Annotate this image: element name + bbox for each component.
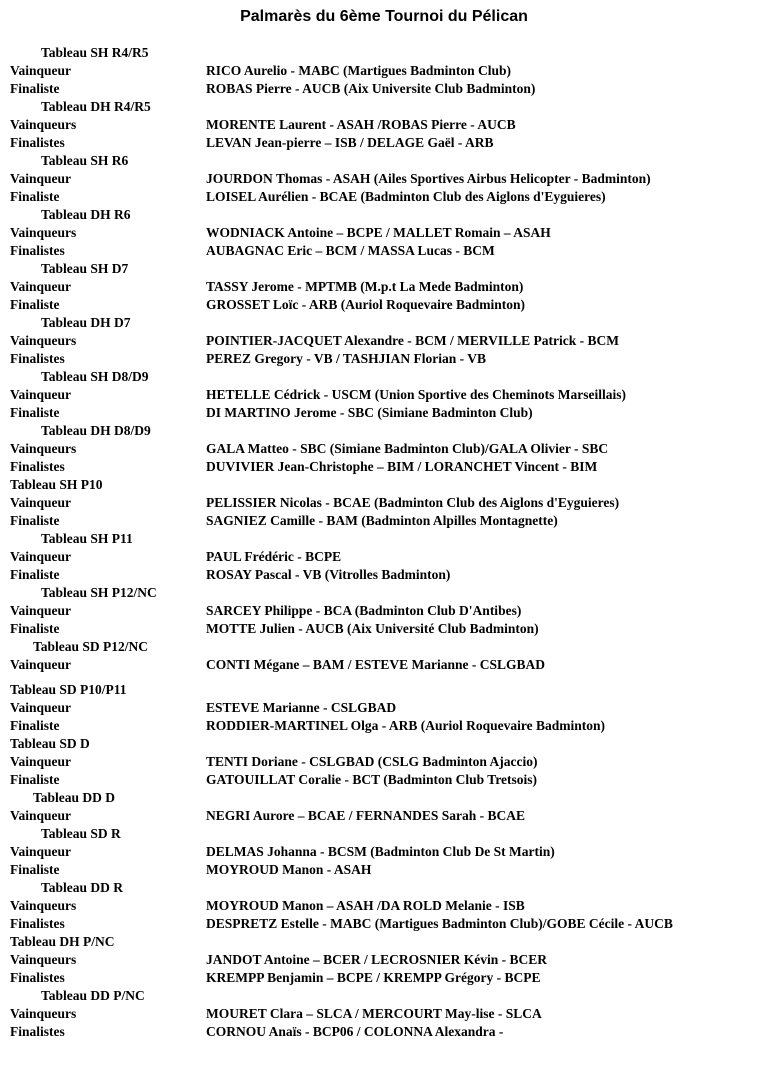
result-players: AUBAGNAC Eric – BCM / MASSA Lucas - BCM [206,243,495,258]
result-label: Finaliste [10,81,60,96]
result-label: Vainqueur [10,549,72,564]
result-row [0,260,768,278]
result-row [0,1005,768,1023]
result-label: Vainqueur [10,844,72,859]
category-heading: Tableau DH D8/D9 [41,423,151,438]
result-players: LOISEL Aurélien - BCAE (Badminton Club des Aiglons d'Eyguieres) [206,189,606,204]
result-row [0,656,768,674]
result-players: TASSY Jerome - MPTMB (M.p.t La Mede Badminton) [206,279,524,294]
page-title: Palmarès du 6ème Tournoi du Pélican [240,8,528,25]
result-players: ESTEVE Marianne - CSLGBAD [206,700,397,715]
result-row [0,134,768,152]
result-players: CONTI Mégane – BAM / ESTEVE Marianne - CSLGBAD [206,657,546,672]
result-row [0,476,768,494]
result-row [0,170,768,188]
result-row [0,152,768,170]
result-players: SAGNIEZ Camille - BAM (Badminton Alpilles Montagnette) [206,513,558,528]
result-players: MOURET Clara – SLCA / MERCOURT May-lise - SLCA [206,1006,542,1021]
result-row [0,332,768,350]
category-heading: Tableau SH P10 [10,477,103,492]
result-players: TENTI Doriane - CSLGBAD (CSLG Badminton Ajaccio) [206,754,538,769]
result-row [0,717,768,735]
category-heading: Tableau SH D7 [41,261,129,276]
category-heading: Tableau SH P12/NC [41,585,157,600]
result-label: Vainqueur [10,171,72,186]
result-row [0,530,768,548]
result-label: Finaliste [10,621,60,636]
result-players: DI MARTINO Jerome - SBC (Simiane Badminton Club) [206,405,533,420]
result-label: Vainqueurs [10,333,77,348]
result-players: WODNIACK Antoine – BCPE / MALLET Romain – ASAH [206,225,551,240]
category-heading: Tableau SD P12/NC [33,639,149,654]
category-heading: Tableau DD P/NC [41,988,145,1003]
result-players: PEREZ Gregory - VB / TASHJIAN Florian - VB [206,351,487,366]
result-row [0,440,768,458]
result-label: Finaliste [10,772,60,787]
category-heading: Tableau DD D [33,790,116,805]
result-players: LEVAN Jean-pierre – ISB / DELAGE Gaël - ARB [206,135,494,150]
result-row [0,753,768,771]
result-label: Vainqueur [10,387,72,402]
result-row [0,843,768,861]
result-label: Finalistes [10,351,65,366]
result-players: MOTTE Julien - AUCB (Aix Université Club Badminton) [206,621,539,636]
result-players: HETELLE Cédrick - USCM (Union Sportive des Cheminots Marseillais) [206,387,627,402]
result-row [0,566,768,584]
result-row [0,206,768,224]
category-heading: Tableau SH D8/D9 [41,369,149,384]
result-label: Vainqueur [10,603,72,618]
result-row [0,933,768,951]
result-row [0,224,768,242]
result-players: MORENTE Laurent - ASAH /ROBAS Pierre - AUCB [206,117,516,132]
result-players: GATOUILLAT Coralie - BCT (Badminton Club Tretsois) [206,772,538,787]
result-players: PAUL Frédéric - BCPE [206,549,342,564]
result-row [0,278,768,296]
result-row [0,987,768,1005]
category-heading: Tableau SH R4/R5 [41,45,149,60]
result-label: Vainqueurs [10,1006,77,1021]
result-row [0,548,768,566]
result-label: Finaliste [10,513,60,528]
result-row [0,861,768,879]
result-label: Finalistes [10,1024,65,1039]
result-row [0,422,768,440]
result-players: DUVIVIER Jean-Christophe – BIM / LORANCHET Vincent - BIM [206,459,598,474]
result-label: Vainqueurs [10,898,77,913]
result-row [0,879,768,897]
result-row [0,242,768,260]
result-row [0,98,768,116]
result-row [0,825,768,843]
result-label: Finalistes [10,916,65,931]
result-row [0,602,768,620]
result-row [0,350,768,368]
result-players: DELMAS Johanna - BCSM (Badminton Club De St Martin) [206,844,555,859]
result-label: Finaliste [10,405,60,420]
result-label: Vainqueur [10,700,72,715]
result-row [0,494,768,512]
result-row [0,314,768,332]
result-row [0,116,768,134]
result-label: Vainqueurs [10,225,77,240]
category-heading: Tableau SD D [10,736,90,751]
result-row [0,296,768,314]
result-players: ROBAS Pierre - AUCB (Aix Universite Club Badminton) [206,81,536,96]
result-row [0,44,768,62]
result-label: Vainqueurs [10,952,77,967]
result-row [0,80,768,98]
result-label: Vainqueur [10,495,72,510]
result-label: Vainqueur [10,63,72,78]
result-row [0,771,768,789]
result-players: CORNOU Anaïs - BCP06 / COLONNA Alexandra - [206,1024,504,1039]
result-players: DESPRETZ Estelle - MABC (Martigues Badminton Club)/GOBE Cécile - AUCB [206,916,673,931]
result-players: KREMPP Benjamin – BCPE / KREMPP Grégory - BCPE [206,970,541,985]
result-label: Finalistes [10,459,65,474]
result-row [0,789,768,807]
result-row [0,638,768,656]
result-row [0,584,768,602]
result-players: GROSSET Loïc - ARB (Auriol Roquevaire Badminton) [206,297,526,312]
result-row [0,1023,768,1041]
category-heading: Tableau DH P/NC [10,934,115,949]
category-heading: Tableau DH R6 [41,207,131,222]
result-row [0,62,768,80]
result-players: NEGRI Aurore – BCAE / FERNANDES Sarah - BCAE [206,808,526,823]
category-heading: Tableau SH R6 [41,153,129,168]
result-row [0,458,768,476]
result-label: Vainqueur [10,279,72,294]
result-players: JOURDON Thomas - ASAH (Ailes Sportives Airbus Helicopter - Badminton) [206,171,651,186]
result-label: Vainqueurs [10,117,77,132]
category-heading: Tableau DH R4/R5 [41,99,151,114]
result-players: RODDIER-MARTINEL Olga - ARB (Auriol Roquevaire Badminton) [206,718,606,733]
category-heading: Tableau SH P11 [41,531,133,546]
result-players: MOYROUD Manon - ASAH [206,862,372,877]
result-label: Vainqueur [10,657,72,672]
result-row [0,699,768,717]
result-players: JANDOT Antoine – BCER / LECROSNIER Kévin - BCER [206,952,548,967]
result-label: Finaliste [10,297,60,312]
result-players: PELISSIER Nicolas - BCAE (Badminton Club des Aiglons d'Eyguieres) [206,495,620,510]
result-label: Finaliste [10,718,60,733]
result-row [0,368,768,386]
result-label: Vainqueur [10,808,72,823]
result-label: Finalistes [10,135,65,150]
result-label: Finalistes [10,970,65,985]
category-heading: Tableau SD P10/P11 [10,682,127,697]
result-row [0,681,768,699]
result-label: Finaliste [10,862,60,877]
result-players: ROSAY Pascal - VB (Vitrolles Badminton) [206,567,451,582]
result-label: Vainqueur [10,754,72,769]
result-row [0,620,768,638]
result-row [0,386,768,404]
category-heading: Tableau DD R [41,880,124,895]
result-players: MOYROUD Manon – ASAH /DA ROLD Melanie - ISB [206,898,525,913]
result-players: POINTIER-JACQUET Alexandre - BCM / MERVILLE Patrick - BCM [206,333,620,348]
result-row [0,512,768,530]
result-players: GALA Matteo - SBC (Simiane Badminton Club)/GALA Olivier - SBC [206,441,609,456]
result-row [0,897,768,915]
result-label: Finaliste [10,567,60,582]
category-heading: Tableau DH D7 [41,315,131,330]
result-row [0,735,768,753]
result-label: Vainqueurs [10,441,77,456]
result-players: SARCEY Philippe - BCA (Badminton Club D'Antibes) [206,603,522,618]
category-heading: Tableau SD R [41,826,121,841]
result-label: Finalistes [10,243,65,258]
result-label: Finaliste [10,189,60,204]
result-row [0,188,768,206]
result-row [0,915,768,933]
result-row [0,807,768,825]
result-row [0,969,768,987]
result-row [0,951,768,969]
result-players: RICO Aurelio - MABC (Martigues Badminton Club) [206,63,512,78]
result-row [0,404,768,422]
